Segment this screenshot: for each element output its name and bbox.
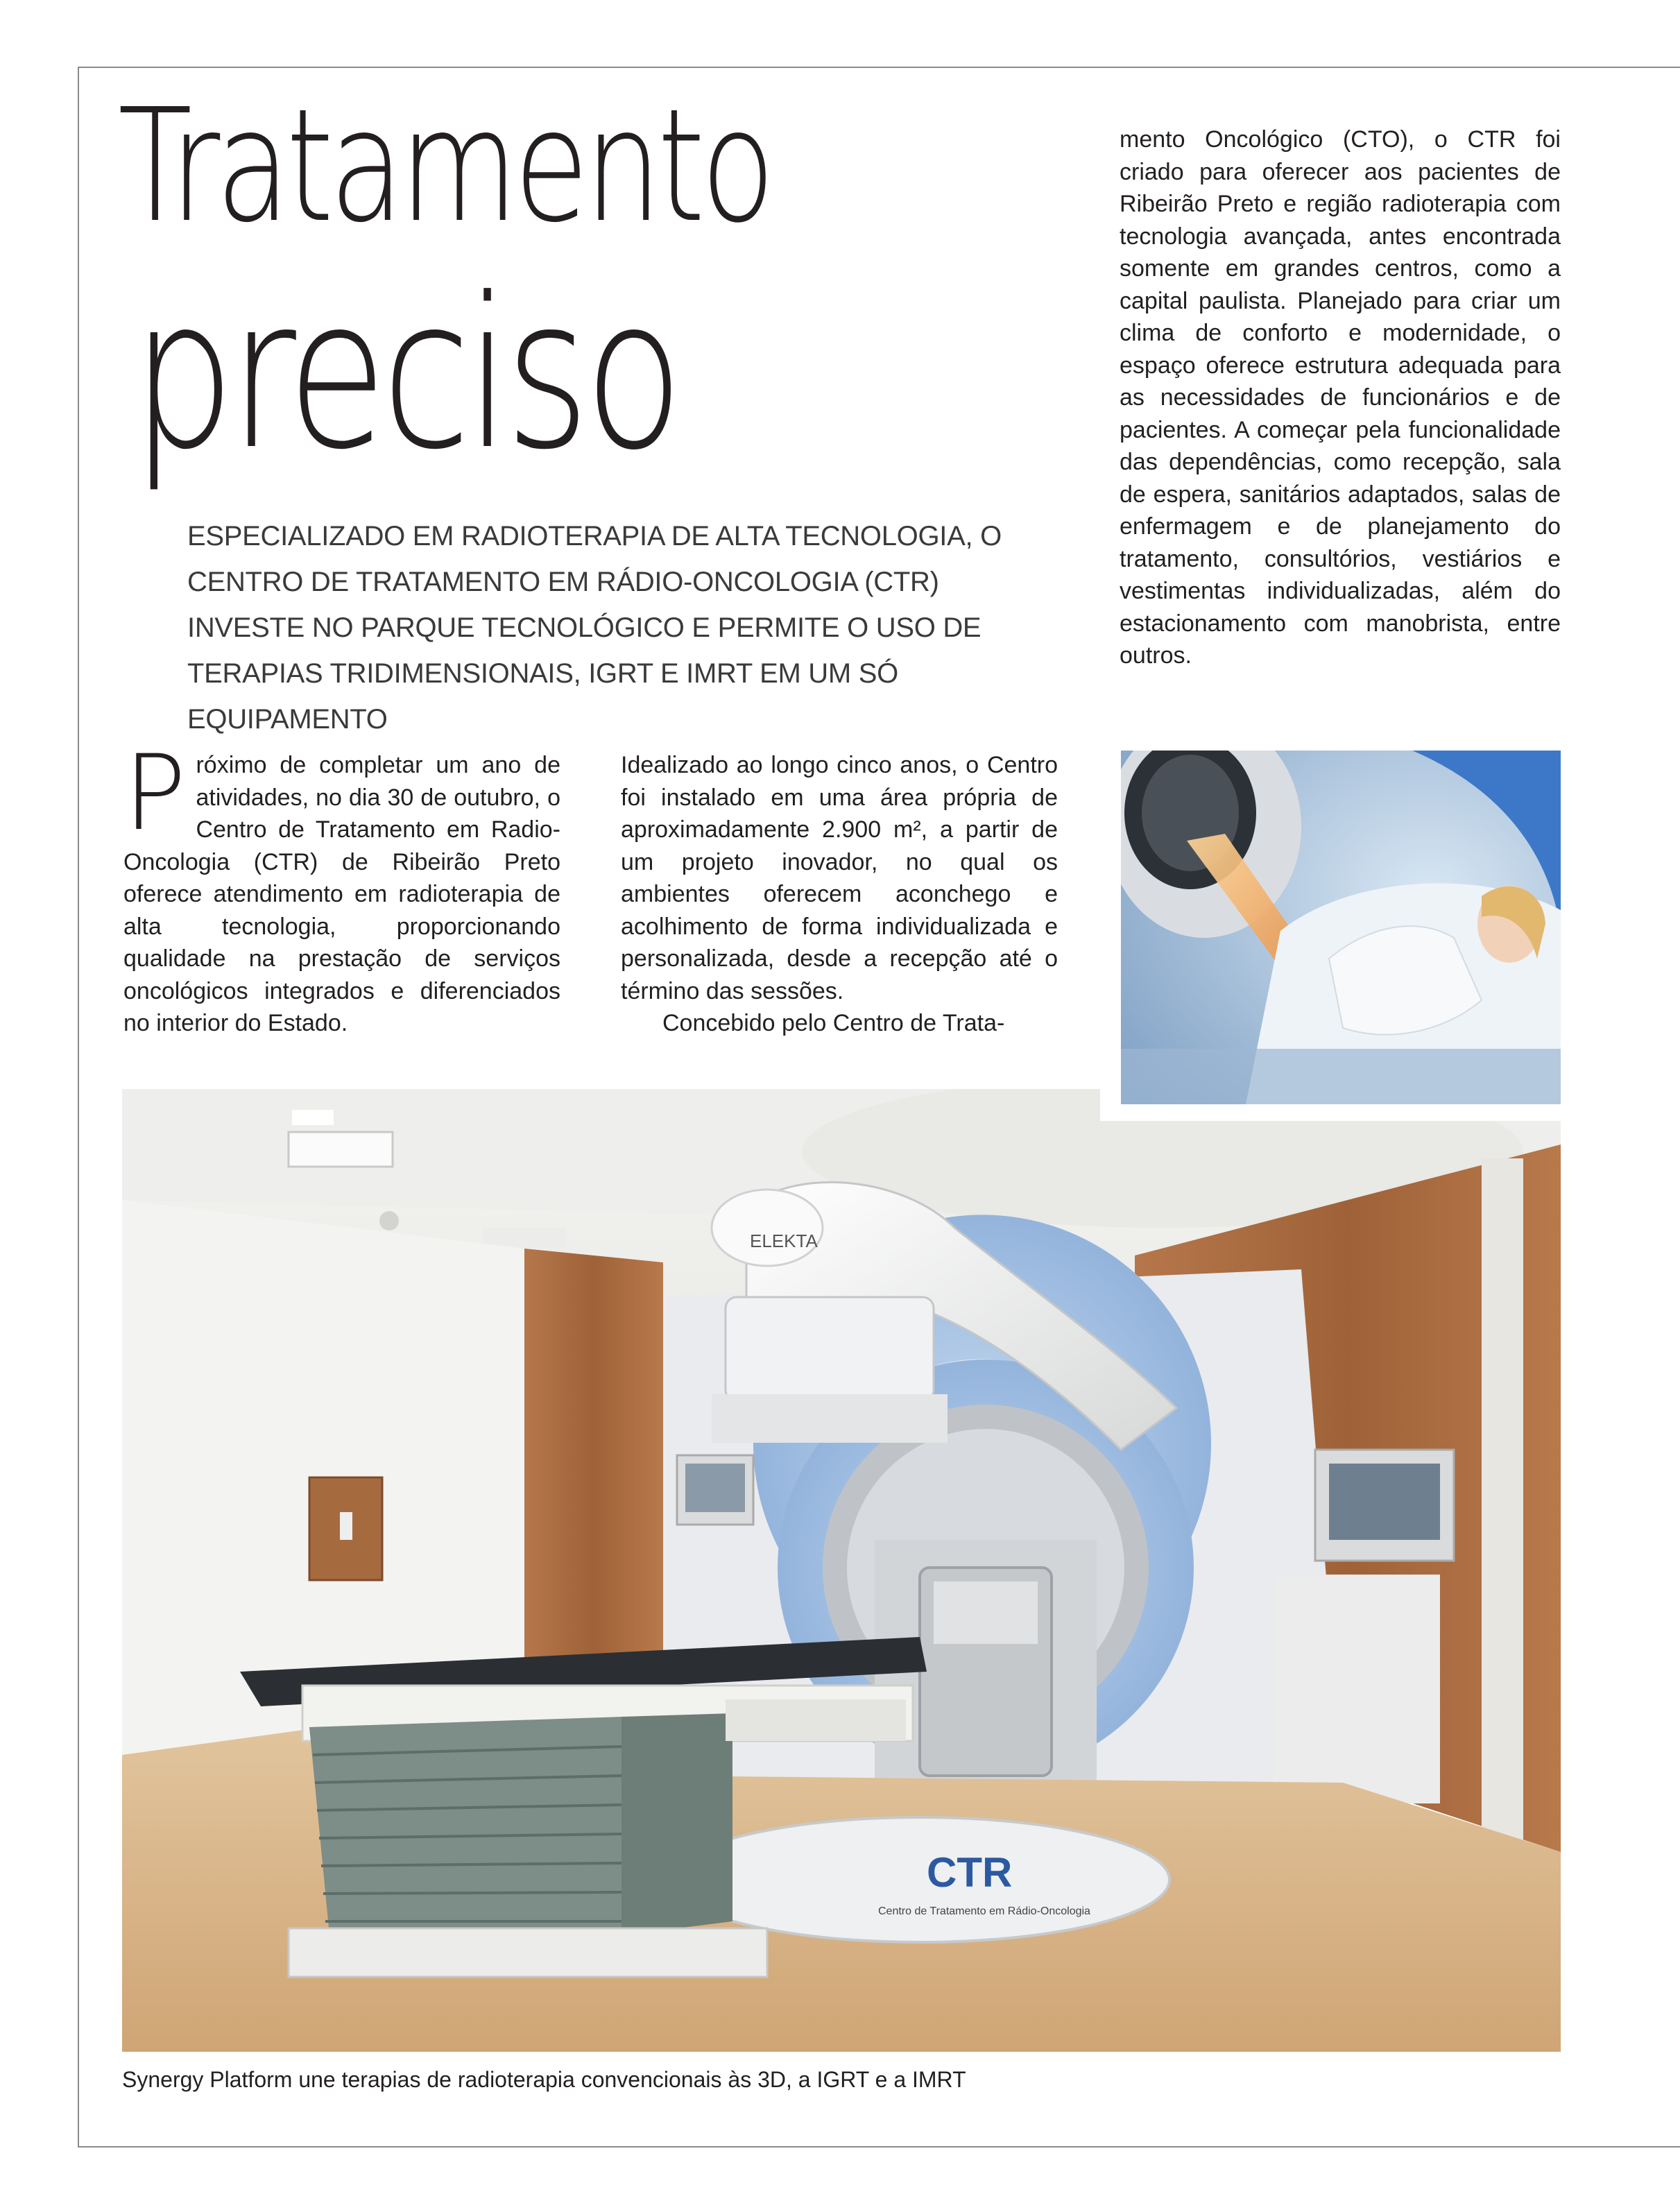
patient-render-photo — [1100, 734, 1561, 1121]
treatment-room-photo — [122, 1089, 1561, 2052]
column-2-text-continued: Concebido pelo Centro de Trata- — [662, 1010, 1005, 1036]
drop-cap: P — [123, 733, 187, 854]
treatment-room-illustration — [122, 1089, 1561, 2052]
floor-logo-subtext: Centro de Tratamento em Rádio-Oncologia — [878, 1905, 1090, 1917]
title-line-2: preciso — [132, 253, 678, 495]
article-column-2 — [621, 749, 1058, 1040]
title-line-1: Tratamento — [118, 76, 771, 257]
lead-paragraph: ESPECIALIZADO EM RADIOTERAPIA DE ALTA TECNOLOGIA, O CENTRO DE TRATAMENTO EM RÁDIO-ONCOLOGIA (CTR) INVESTE NO PARQUE TECNOLÓGICO E PERMITE O USO DE TERAPIAS TRIDIMENSIONAIS, IGRT E IMRT EM UM SÓ EQUIPAMENTO — [187, 521, 1002, 735]
column-3-text: mento Oncológico (CTO), o CTR foi criado para oferecer aos pacientes de Ribeirão Preto e região radioterapia com tecnologia avançada, antes encontrada somente em grandes centros, como a capital paulista. Planejado para criar um clima de conforto e modernidade, o espaço oferece estrutura adequada para as necessidades de funcionários e de pacientes. A começar pela funcionalidade das dependências, como recepção, sala de espera, sanitários adaptados, salas de enfermagem e de planejamento do tratamento, consultórios, vestiários e vestimentas individualizadas, além do estacionamento com manobrista, entre outros. — [1120, 126, 1561, 669]
patient-render-illustration — [1121, 751, 1561, 1104]
machine-brand-label: ELEKTA — [750, 1231, 818, 1251]
photo-caption: Synergy Platform une terapias de radioterapia convencionais às 3D, a IGRT e a IMRT — [122, 2067, 966, 2092]
column-2-text: Idealizado ao longo cinco anos, o Centro foi instalado em uma área própria de aproximadamente 2.900 m², a partir de um projeto inovador, no qual os ambientes oferecem aconchego e acolhimento de forma individualizada e personalizada, desde a recepção até o término das sessões. — [621, 752, 1058, 1004]
article-column-1 — [123, 733, 560, 1040]
article-column-3 — [1120, 123, 1561, 672]
floor-logo-text: CTR — [927, 1849, 1013, 1896]
column-1-text: róximo de completar um ano de atividades, no dia 30 de outubro, o Centro de Tratamento em Radio-Oncologia (CTR) de Ribeirão Preto oferece atendimento em radioterapia de alta tecnologia, proporcionando qualidade na prestação de serviços oncológicos integrados e diferenciados no interior do Estado. — [123, 752, 560, 1036]
